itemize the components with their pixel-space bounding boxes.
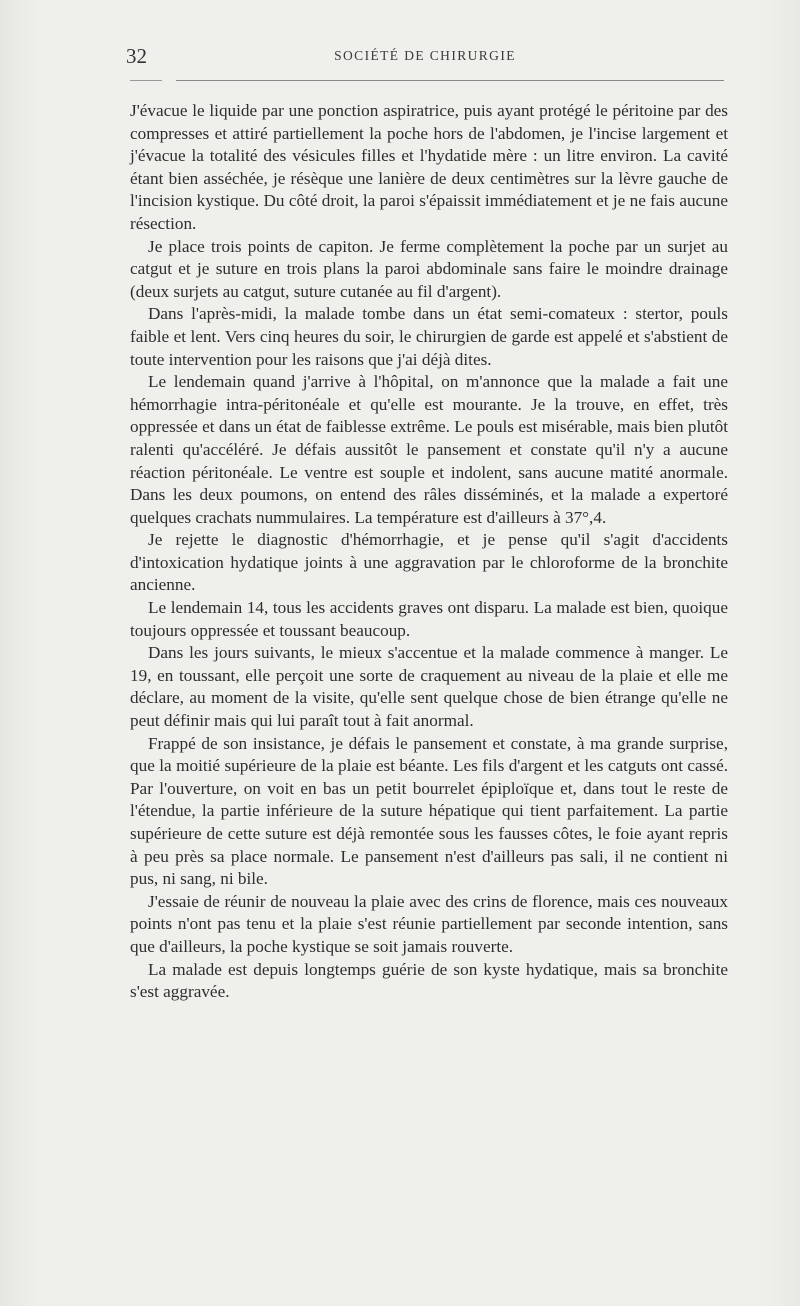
paragraph: Le lendemain quand j'arrive à l'hôpital, on m'annonce que la malade a fait une hémorrhagie intra-péritonéale et qu'elle est mourante. Je la trouve, en effet, très oppressée et dans un état de faiblesse extrême. Le pouls est misérable, mais bien plutôt ralenti qu'accéléré. Je défais aussitôt le pansement et constate qu'il n'y a aucune réaction péritonéale. Le ventre est souple et indolent, sans aucune matité anormale. Dans les deux poumons, on entend des râles disséminés, et la malade a expertoré quelques crachats nummulaires. La température est d'ailleurs à 37°,4. [130, 372, 728, 527]
page-number: 32 [126, 44, 147, 68]
page-header [126, 44, 724, 74]
paragraph: La malade est depuis longtemps guérie de son kyste hydatique, mais sa bronchite s'est aggravée. [130, 959, 728, 1002]
paragraph: Dans les jours suivants, le mieux s'accentue et la malade commence à manger. Le 19, en toussant, elle perçoit une sorte de craquement au niveau de la plaie et elle me déclare, au moment de la visite, qu'elle sent quelque chose de bien étrange qu'elle ne peut définir mais qui lui paraît tout à fait anormal. [130, 643, 728, 731]
header-rule [176, 80, 724, 81]
running-head: SOCIÉTÉ DE CHIRURGIE [334, 48, 516, 63]
body-text [130, 100, 728, 1004]
paragraph: Frappé de son insistance, je défais le pansement et constate, à ma grande surprise, que la moitié supérieure de la plaie est béante. Les fils d'argent et les catguts ont cassé. Par l'ouverture, on voit en bas un petit bourrelet épiploïque et, dans tout le reste de l'étendue, la partie inférieure de la suture hépatique qui tient parfaitement. La partie supérieure de cette suture est déjà remontée sous les fausses côtes, le foie ayant repris à peu près sa place normale. Le pansement n'est d'ailleurs pas sali, il ne contient ni pus, ni sang, ni bile. [130, 733, 728, 889]
paragraph: Je rejette le diagnostic d'hémorrhagie, et je pense qu'il s'agit d'accidents d'intoxication hydatique joints à une aggravation par le chloroforme de la bronchite ancienne. [130, 530, 728, 595]
paragraph: J'essaie de réunir de nouveau la plaie avec des crins de florence, mais ces nouveaux points n'ont pas tenu et la plaie s'est réunie partiellement par seconde intention, sans que d'ailleurs, la poche kystique se soit jamais rouverte. [130, 891, 728, 956]
paragraph: Le lendemain 14, tous les accidents graves ont disparu. La malade est bien, quoique toujours oppressée et toussant beaucoup. [130, 598, 728, 640]
paragraph: Je place trois points de capiton. Je ferme complètement la poche par un surjet au catgut et je suture en trois plans la paroi abdominale sans faire le moindre drainage (deux surjets au catgut, suture cutanée au fil d'argent). [130, 236, 728, 301]
paragraph: Dans l'après-midi, la malade tombe dans un état semi-comateux : stertor, pouls faible et lent. Vers cinq heures du soir, le chirurgien de garde est appelé et s'abstient de toute intervention pour les raisons que j'ai déjà dites. [130, 304, 728, 369]
header-rule-left [130, 80, 162, 81]
paragraph: J'évacue le liquide par une ponction aspiratrice, puis ayant protégé le péritoine par des compresses et attiré partiellement la poche hors de l'abdomen, je l'incise largement et j'évacue la totalité des vésicules filles et l'hydatide mère : un litre environ. La cavité étant bien asséchée, je résèque une lanière de deux centimètres sur la lèvre gauche de l'incision kystique. Du côté droit, la paroi s'épaissit immédiatement et je ne fais aucune résection. [130, 101, 728, 233]
